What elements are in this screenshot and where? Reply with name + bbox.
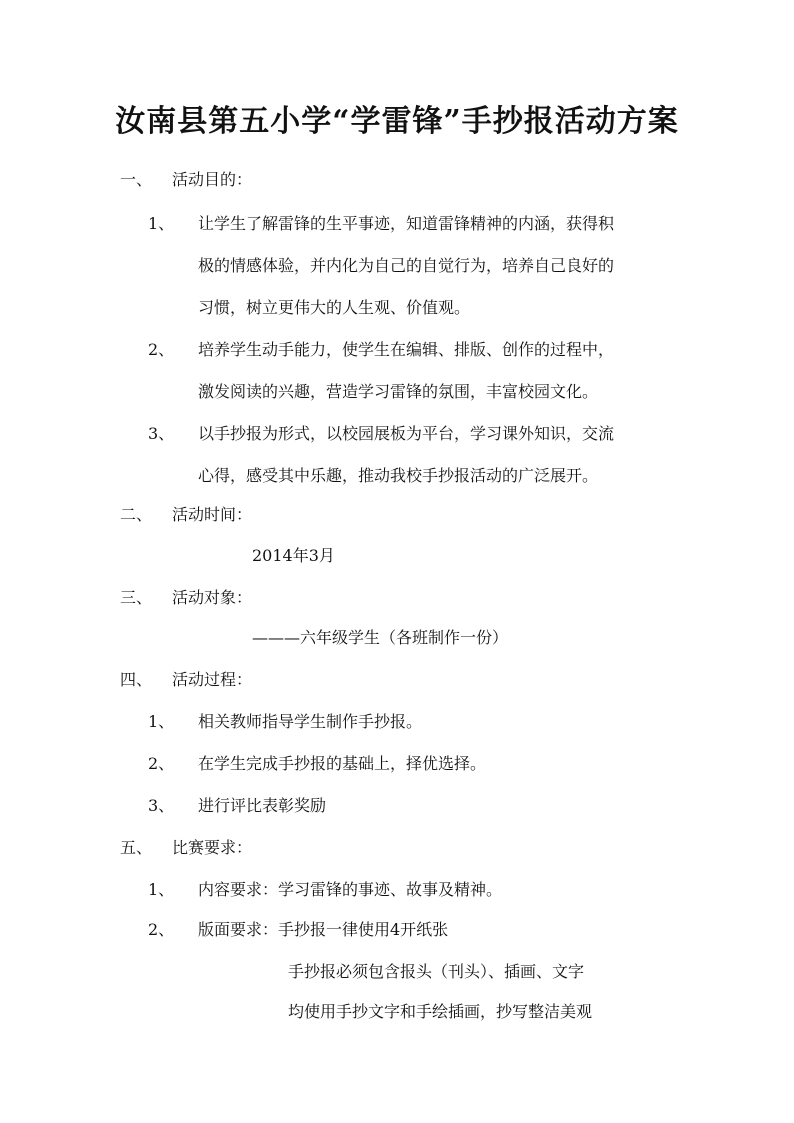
- item-marker: 1、: [148, 214, 175, 233]
- item-marker: 2、: [148, 920, 175, 939]
- item-marker: 3、: [148, 796, 175, 815]
- document-title: 汝南县第五小学“学雷锋”手抄报活动方案: [115, 104, 679, 139]
- paragraph-line: 手抄报必须包含报头（刊头）、插画、文字: [288, 962, 585, 981]
- section-title: 活动过程：: [172, 670, 253, 689]
- paragraph-line: 激发阅读的兴趣，营造学习雷锋的氛围，丰富校园文化。: [198, 382, 599, 401]
- item-marker: 2、: [148, 340, 175, 359]
- paragraph-line: 均使用手抄文字和手绘插画，抄写整洁美观: [288, 1002, 593, 1021]
- section-marker: 三、: [120, 588, 153, 607]
- activity-date: 2014年3月: [252, 546, 335, 565]
- section-2-heading: [120, 505, 252, 525]
- section-marker: 五、: [120, 838, 153, 857]
- paragraph-line: 进行评比表彰奖励: [198, 796, 327, 815]
- section-marker: 二、: [120, 505, 153, 524]
- item-marker: 3、: [148, 424, 175, 443]
- section-title: 活动目的：: [172, 170, 253, 189]
- paragraph-line: 习惯，树立更伟大的人生观、价值观。: [198, 298, 471, 317]
- section-title: 活动时间：: [172, 505, 253, 524]
- paragraph-line: 心得，感受其中乐趣，推动我校手抄报活动的广泛展开。: [198, 466, 599, 485]
- paragraph-line: 以手抄报为形式，以校园展板为平台，学习课外知识，交流: [198, 424, 615, 443]
- paragraph-line: 极的情感体验，并内化为自己的自觉行为，培养自己良好的: [198, 256, 615, 275]
- paragraph-line: 相关教师指导学生制作手抄报。: [198, 712, 423, 731]
- section-title: 比赛要求：: [172, 838, 253, 857]
- section-3-heading: [120, 588, 252, 608]
- target-audience: ———六年级学生（各班制作一份）: [252, 628, 509, 647]
- section-title: 活动对象：: [172, 588, 253, 607]
- paragraph-line: 版面要求：手抄报一律使用4开纸张: [198, 920, 449, 939]
- section-5-heading: [120, 838, 252, 858]
- paragraph-line: 让学生了解雷锋的生平事迹，知道雷锋精神的内涵，获得积: [198, 214, 615, 233]
- item-marker: 1、: [148, 712, 175, 731]
- section-marker: 四、: [120, 670, 153, 689]
- paragraph-line: 内容要求：学习雷锋的事迹、故事及精神。: [198, 880, 503, 899]
- item-marker: 2、: [148, 754, 175, 773]
- section-1-heading: [120, 170, 252, 190]
- paragraph-line: 培养学生动手能力，使学生在编辑、排版、创作的过程中，: [198, 340, 615, 359]
- section-marker: 一、: [120, 170, 153, 189]
- paragraph-line: 在学生完成手抄报的基础上，择优选择。: [198, 754, 487, 773]
- section-4-heading: [120, 670, 252, 690]
- item-marker: 1、: [148, 880, 175, 899]
